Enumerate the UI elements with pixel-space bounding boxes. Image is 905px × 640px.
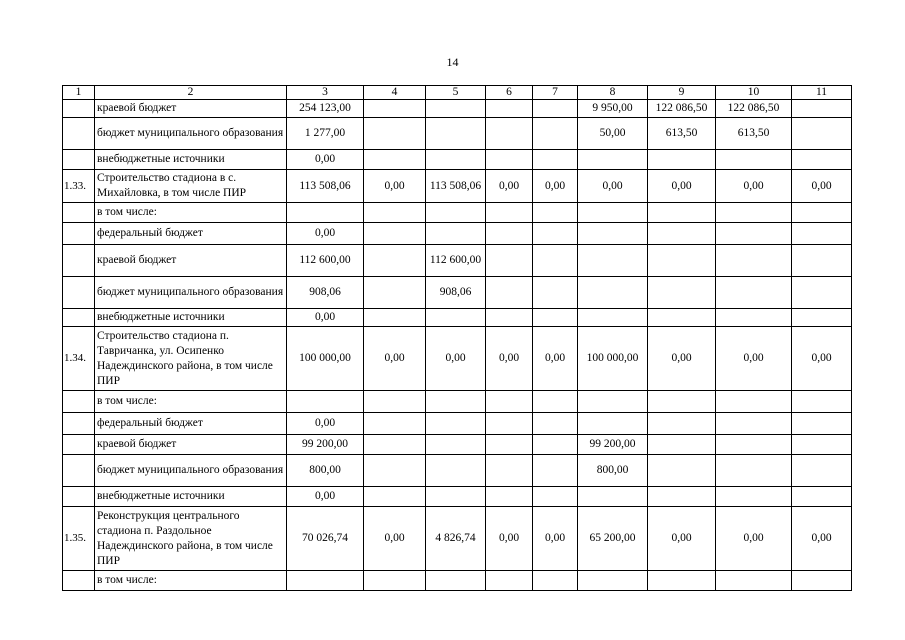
value-cell [426, 309, 486, 327]
column-header: 8 [578, 86, 648, 100]
table-header-row [63, 86, 852, 100]
table-row [63, 507, 852, 571]
value-cell [364, 203, 426, 223]
value-cell [426, 455, 486, 487]
value-cell [486, 487, 533, 507]
value-cell: 908,06 [426, 277, 486, 309]
table-row [63, 277, 852, 309]
value-cell [648, 277, 716, 309]
value-cell [716, 455, 792, 487]
value-cell [426, 203, 486, 223]
table-row [63, 413, 852, 435]
value-cell: 113 508,06 [287, 170, 364, 203]
value-cell [578, 571, 648, 591]
value-cell [426, 391, 486, 413]
value-cell [426, 571, 486, 591]
value-cell: 0,00 [533, 170, 578, 203]
row-number-cell [63, 487, 95, 507]
table-row [63, 327, 852, 391]
value-cell: 0,00 [533, 507, 578, 571]
column-header: 2 [95, 86, 287, 100]
value-cell: 65 200,00 [578, 507, 648, 571]
value-cell [648, 413, 716, 435]
value-cell [364, 100, 426, 118]
row-number-cell [63, 391, 95, 413]
value-cell [648, 203, 716, 223]
item-name-cell: в том числе: [95, 203, 287, 223]
row-number-cell [63, 571, 95, 591]
table-row [63, 487, 852, 507]
value-cell: 9 950,00 [578, 100, 648, 118]
value-cell [648, 487, 716, 507]
value-cell [426, 150, 486, 170]
value-cell: 0,00 [648, 170, 716, 203]
value-cell [486, 118, 533, 150]
value-cell [648, 223, 716, 245]
column-header: 9 [648, 86, 716, 100]
value-cell [716, 391, 792, 413]
table-row [63, 118, 852, 150]
value-cell: 0,00 [364, 327, 426, 391]
value-cell: 908,06 [287, 277, 364, 309]
value-cell [533, 203, 578, 223]
value-cell [287, 391, 364, 413]
value-cell [578, 150, 648, 170]
value-cell [533, 571, 578, 591]
value-cell [792, 245, 852, 277]
value-cell: 99 200,00 [578, 435, 648, 455]
value-cell [364, 223, 426, 245]
budget-table [62, 85, 852, 591]
value-cell: 0,00 [287, 223, 364, 245]
value-cell [792, 309, 852, 327]
value-cell [486, 435, 533, 455]
value-cell: 0,00 [287, 413, 364, 435]
column-header: 11 [792, 86, 852, 100]
value-cell: 112 600,00 [426, 245, 486, 277]
value-cell: 1 277,00 [287, 118, 364, 150]
item-name-cell: в том числе: [95, 571, 287, 591]
value-cell [716, 203, 792, 223]
table-row [63, 435, 852, 455]
value-cell [533, 150, 578, 170]
column-header: 7 [533, 86, 578, 100]
value-cell [648, 455, 716, 487]
table-row [63, 150, 852, 170]
value-cell [364, 487, 426, 507]
value-cell: 0,00 [716, 507, 792, 571]
table-row [63, 203, 852, 223]
item-name-cell: Реконструкция центрального стадиона п. Раздольное Надеждинского района, в том числе ПИР [95, 507, 287, 571]
value-cell [578, 391, 648, 413]
value-cell [364, 455, 426, 487]
value-cell: 0,00 [716, 327, 792, 391]
value-cell [648, 435, 716, 455]
value-cell [287, 203, 364, 223]
value-cell [533, 455, 578, 487]
item-name-cell: бюджет муниципального образования [95, 455, 287, 487]
value-cell: 0,00 [364, 507, 426, 571]
value-cell [486, 223, 533, 245]
row-number-cell [63, 277, 95, 309]
value-cell: 0,00 [486, 507, 533, 571]
column-header: 4 [364, 86, 426, 100]
value-cell [486, 309, 533, 327]
value-cell [792, 413, 852, 435]
row-number-cell [63, 413, 95, 435]
page-number: 14 [446, 55, 459, 69]
row-number-cell [63, 435, 95, 455]
row-number-cell [63, 245, 95, 277]
value-cell [578, 277, 648, 309]
value-cell: 613,50 [716, 118, 792, 150]
value-cell: 0,00 [287, 309, 364, 327]
value-cell [578, 413, 648, 435]
value-cell [486, 100, 533, 118]
value-cell: 0,00 [426, 327, 486, 391]
value-cell: 122 086,50 [648, 100, 716, 118]
value-cell [578, 223, 648, 245]
value-cell [486, 413, 533, 435]
item-name-cell: федеральный бюджет [95, 413, 287, 435]
column-header: 5 [426, 86, 486, 100]
value-cell [364, 435, 426, 455]
table-row [63, 100, 852, 118]
row-number-cell [63, 309, 95, 327]
value-cell [533, 118, 578, 150]
value-cell [364, 118, 426, 150]
value-cell [792, 435, 852, 455]
value-cell [792, 277, 852, 309]
value-cell [792, 150, 852, 170]
value-cell: 122 086,50 [716, 100, 792, 118]
value-cell [716, 245, 792, 277]
value-cell [792, 118, 852, 150]
value-cell: 0,00 [287, 150, 364, 170]
item-name-cell: бюджет муниципального образования [95, 277, 287, 309]
value-cell: 800,00 [287, 455, 364, 487]
value-cell: 0,00 [792, 507, 852, 571]
table-row [63, 223, 852, 245]
table-row [63, 309, 852, 327]
value-cell [364, 571, 426, 591]
value-cell [533, 245, 578, 277]
value-cell: 0,00 [578, 170, 648, 203]
value-cell [426, 118, 486, 150]
value-cell [533, 435, 578, 455]
value-cell [533, 277, 578, 309]
item-name-cell: внебюджетные источники [95, 487, 287, 507]
value-cell [716, 277, 792, 309]
value-cell [426, 487, 486, 507]
value-cell [648, 150, 716, 170]
value-cell [533, 100, 578, 118]
value-cell [486, 245, 533, 277]
value-cell [716, 487, 792, 507]
value-cell [486, 277, 533, 309]
value-cell [648, 391, 716, 413]
value-cell [792, 571, 852, 591]
value-cell: 0,00 [486, 327, 533, 391]
value-cell [648, 309, 716, 327]
value-cell [716, 571, 792, 591]
value-cell: 4 826,74 [426, 507, 486, 571]
value-cell [486, 391, 533, 413]
value-cell [792, 455, 852, 487]
value-cell: 613,50 [648, 118, 716, 150]
value-cell [486, 571, 533, 591]
value-cell [533, 309, 578, 327]
value-cell [792, 391, 852, 413]
value-cell [716, 150, 792, 170]
value-cell [533, 223, 578, 245]
value-cell [716, 435, 792, 455]
value-cell: 0,00 [716, 170, 792, 203]
column-header: 1 [63, 86, 95, 100]
value-cell [426, 413, 486, 435]
table-row [63, 391, 852, 413]
value-cell: 100 000,00 [287, 327, 364, 391]
value-cell [792, 100, 852, 118]
value-cell: 0,00 [287, 487, 364, 507]
value-cell [486, 203, 533, 223]
row-number-cell: 1.35. [63, 507, 95, 571]
value-cell [364, 245, 426, 277]
value-cell [364, 309, 426, 327]
value-cell [426, 435, 486, 455]
value-cell [716, 413, 792, 435]
value-cell [792, 203, 852, 223]
table-row [63, 455, 852, 487]
value-cell [792, 223, 852, 245]
value-cell: 0,00 [364, 170, 426, 203]
row-number-cell [63, 118, 95, 150]
value-cell [578, 245, 648, 277]
value-cell [364, 277, 426, 309]
value-cell [426, 223, 486, 245]
value-cell [486, 455, 533, 487]
item-name-cell: краевой бюджет [95, 245, 287, 277]
column-header: 6 [486, 86, 533, 100]
column-header: 10 [716, 86, 792, 100]
row-number-cell [63, 100, 95, 118]
value-cell [364, 150, 426, 170]
value-cell [486, 150, 533, 170]
value-cell [533, 413, 578, 435]
value-cell: 113 508,06 [426, 170, 486, 203]
item-name-cell: Строительство стадиона в с. Михайловка, в том числе ПИР [95, 170, 287, 203]
value-cell [716, 309, 792, 327]
value-cell: 99 200,00 [287, 435, 364, 455]
table-row [63, 571, 852, 591]
table-row [63, 170, 852, 203]
value-cell [578, 309, 648, 327]
value-cell [287, 571, 364, 591]
row-number-cell [63, 455, 95, 487]
row-number-cell: 1.33. [63, 170, 95, 203]
value-cell: 70 026,74 [287, 507, 364, 571]
value-cell [716, 223, 792, 245]
value-cell: 254 123,00 [287, 100, 364, 118]
row-number-cell [63, 203, 95, 223]
value-cell: 100 000,00 [578, 327, 648, 391]
value-cell: 0,00 [648, 507, 716, 571]
value-cell [533, 487, 578, 507]
item-name-cell: внебюджетные источники [95, 309, 287, 327]
row-number-cell [63, 150, 95, 170]
value-cell: 0,00 [533, 327, 578, 391]
value-cell [533, 391, 578, 413]
value-cell: 50,00 [578, 118, 648, 150]
table-row [63, 245, 852, 277]
item-name-cell: бюджет муниципального образования [95, 118, 287, 150]
row-number-cell: 1.34. [63, 327, 95, 391]
value-cell [792, 487, 852, 507]
item-name-cell: в том числе: [95, 391, 287, 413]
value-cell [578, 487, 648, 507]
value-cell [648, 571, 716, 591]
item-name-cell: краевой бюджет [95, 435, 287, 455]
value-cell: 0,00 [648, 327, 716, 391]
item-name-cell: федеральный бюджет [95, 223, 287, 245]
value-cell [364, 391, 426, 413]
value-cell [578, 203, 648, 223]
item-name-cell: краевой бюджет [95, 100, 287, 118]
item-name-cell: внебюджетные источники [95, 150, 287, 170]
column-header: 3 [287, 86, 364, 100]
row-number-cell [63, 223, 95, 245]
value-cell: 0,00 [486, 170, 533, 203]
value-cell: 800,00 [578, 455, 648, 487]
value-cell: 0,00 [792, 327, 852, 391]
value-cell [648, 245, 716, 277]
value-cell [364, 413, 426, 435]
value-cell: 112 600,00 [287, 245, 364, 277]
value-cell [426, 100, 486, 118]
value-cell: 0,00 [792, 170, 852, 203]
item-name-cell: Строительство стадиона п. Тавричанка, ул. Осипенко Надеждинского района, в том числе ПИР [95, 327, 287, 391]
